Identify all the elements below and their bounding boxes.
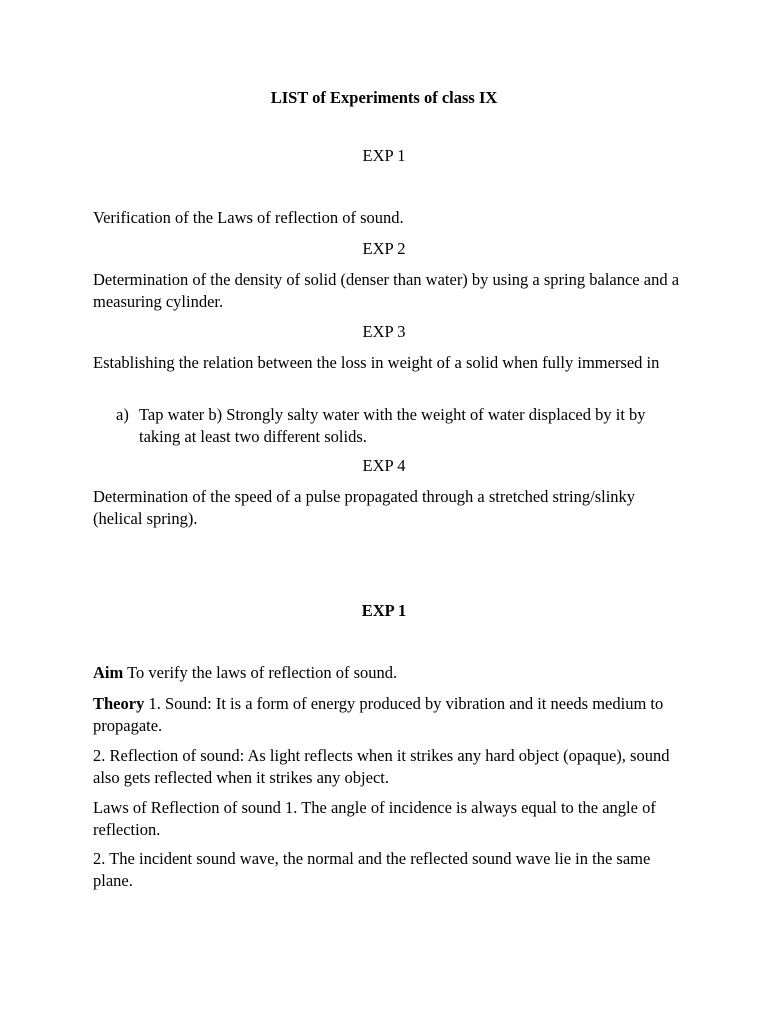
reflection-paragraph: 2. Reflection of sound: As light reflects when it strikes any hard object (opaque), sound also gets reflected when it strikes any object. bbox=[93, 746, 670, 787]
document-title: LIST of Experiments of class IX bbox=[270, 88, 498, 107]
exp-1-heading: EXP 1 bbox=[362, 146, 406, 165]
theory-label: Theory bbox=[93, 694, 145, 713]
exp-2-heading: EXP 2 bbox=[362, 239, 406, 258]
theory-text: 1. Sound: It is a form of energy produced by vibration and it needs medium to propagate. bbox=[93, 694, 664, 735]
exp-4-heading: EXP 4 bbox=[362, 456, 406, 475]
exp-3-subitem-label: a) bbox=[116, 405, 129, 424]
aim-label: Aim bbox=[93, 663, 124, 682]
aim-text: To verify the laws of reflection of sound. bbox=[123, 663, 398, 682]
exp-4-description: Determination of the speed of a pulse propagated through a stretched string/slinky (helical spring). bbox=[93, 487, 636, 528]
exp-2-description: Determination of the density of solid (denser than water) by using a spring balance and a measuring cylinder. bbox=[93, 270, 680, 311]
theory-paragraph bbox=[93, 693, 683, 737]
exp-3-heading: EXP 3 bbox=[362, 322, 406, 341]
aim-paragraph bbox=[93, 662, 683, 684]
exp-3-subitem-text: Tap water b) Strongly salty water with the weight of water displaced by it by taking at least two different solids. bbox=[139, 405, 646, 446]
detail-exp-heading: EXP 1 bbox=[361, 601, 407, 620]
law-2-paragraph: 2. The incident sound wave, the normal and the reflected sound wave lie in the same plane. bbox=[93, 849, 651, 890]
exp-1-description: Verification of the Laws of reflection of sound. bbox=[93, 208, 404, 227]
laws-paragraph: Laws of Reflection of sound 1. The angle of incidence is always equal to the angle of reflection. bbox=[93, 798, 656, 839]
exp-3-description: Establishing the relation between the loss in weight of a solid when fully immersed in bbox=[93, 353, 660, 372]
